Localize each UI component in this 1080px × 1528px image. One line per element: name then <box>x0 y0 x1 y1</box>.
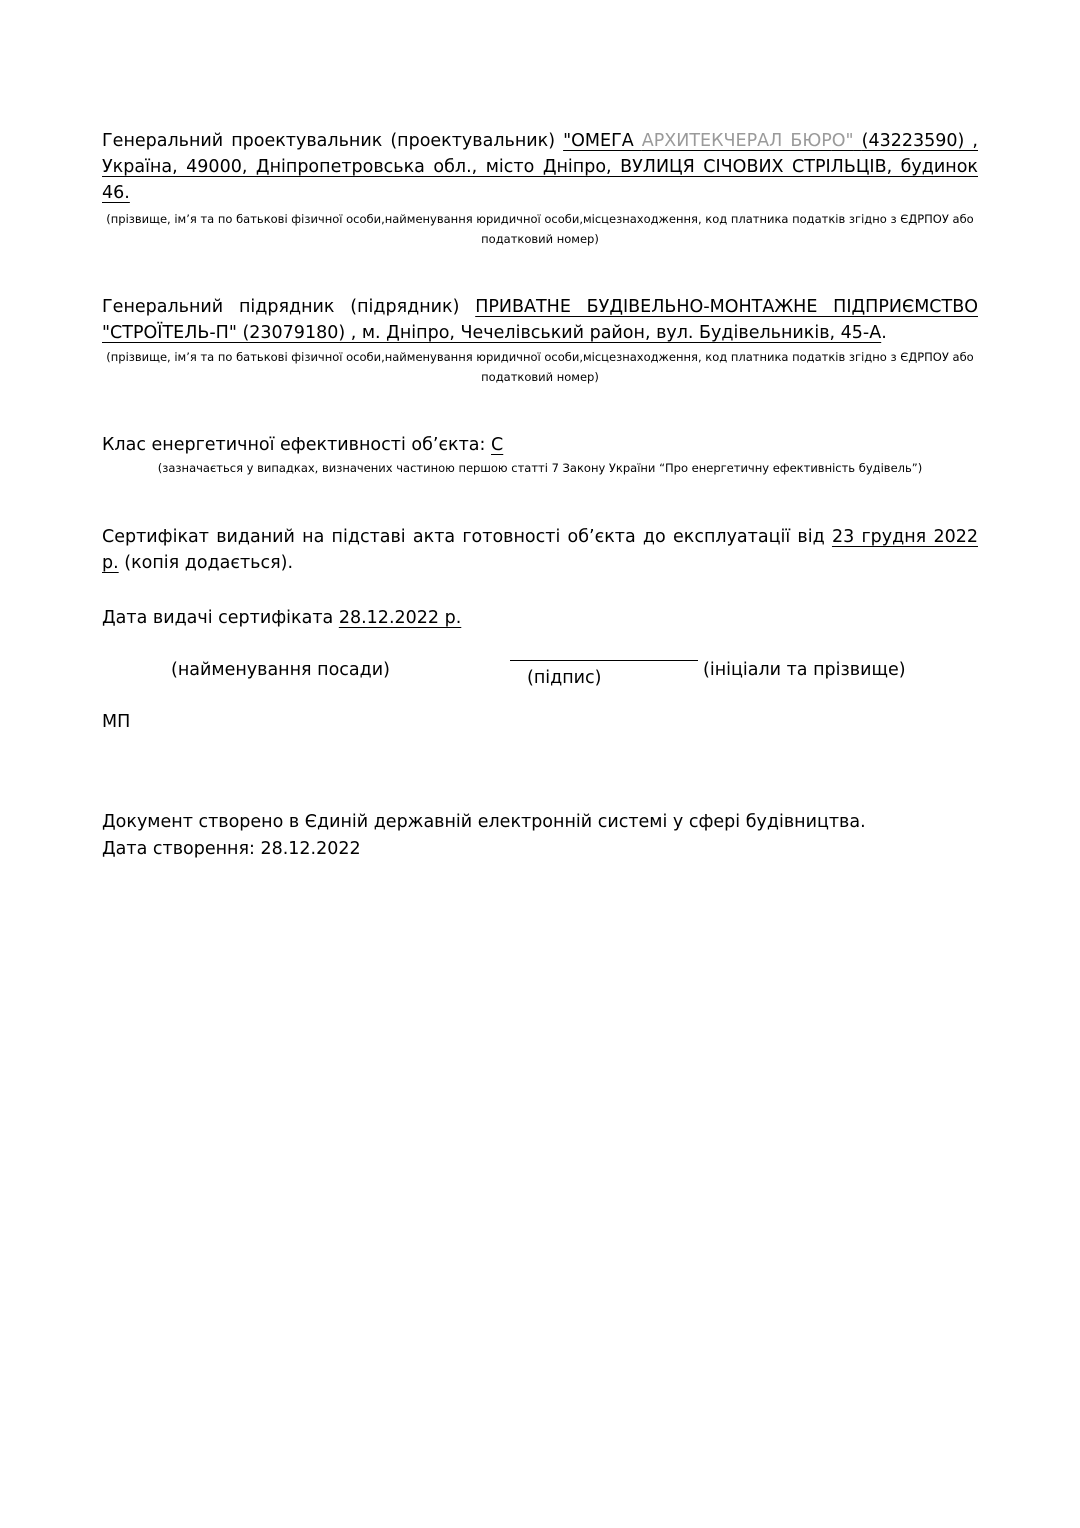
position-label: (найменування посади) <box>171 660 390 680</box>
energy-class-label: Клас енергетичної ефективності об’єкта: <box>102 435 486 455</box>
issue-date-value: 28.12.2022 р. <box>338 608 462 628</box>
designer-name-part2: АРХИТЕКЧЕРАЛ БЮР <box>641 131 832 151</box>
act-readiness-date: 23 грудня 2022 р. <box>102 527 978 573</box>
general-contractor-section <box>102 294 978 346</box>
general-contractor-value: ПРИВАТНЕ БУДІВЕЛЬНО-МОНТАЖНЕ ПІДПРИЄМСТВО "СТРОЇТЕЛЬ-П" (23079180) , м. Дніпро, Чечелівський район, вул. Будівельників, 45-А <box>102 297 978 343</box>
designer-name-part3: О" <box>831 131 854 151</box>
general-designer-note: (прізвище, ім’я та по батькові фізичної особи,найменування юридичної особи,місцезнаходження, код платника податків згідно з ЄДРПОУ або податковий номер) <box>106 212 974 246</box>
general-designer-label: Генеральний проектувальник (проектувальник) <box>102 131 556 151</box>
energy-class-section <box>102 432 978 458</box>
energy-class-note: (зазначається у випадках, визначених частиною першою статті 7 Закону України “Про енергетичну ефективність будівель”) <box>157 461 923 475</box>
designer-details: (43223590) , Україна, 49000, Дніпропетровська обл., місто Дніпро, ВУЛИЦЯ СІЧОВИХ СТРІЛЬЦІВ, будинок 46. <box>102 131 978 203</box>
name-label: (ініціали та прізвище) <box>703 660 906 680</box>
certificate-basis-text: Сертифікат виданий на підставі акта готовності об’єкта до експлуатації від <box>102 527 825 547</box>
issue-date-label: Дата видачі сертифіката <box>102 608 334 628</box>
footer-line-2: Дата створення: 28.12.2022 <box>102 839 361 859</box>
general-contractor-label: Генеральний підрядник (підрядник) <box>102 297 460 317</box>
issue-date-section <box>102 605 978 631</box>
certificate-basis-section <box>102 524 978 576</box>
general-designer-section <box>102 128 978 206</box>
general-contractor-note: (прізвище, ім’я та по батькові фізичної особи,найменування юридичної особи,місцезнаходження, код платника податків згідно з ЄДРПОУ або податковий номер) <box>106 350 974 384</box>
general-contractor-trailing: . <box>881 323 887 343</box>
energy-class-value: С <box>491 435 504 455</box>
signature-line <box>510 660 698 661</box>
footer-line-1: Документ створено в Єдиній державній електронній системі у сфері будівництва. <box>102 812 866 832</box>
designer-name-part1: "ОМЕГА <box>563 131 642 151</box>
certificate-basis-suffix: (копія додається). <box>124 553 294 573</box>
signature-label: (підпис) <box>527 668 602 688</box>
stamp-label: МП <box>102 712 131 732</box>
